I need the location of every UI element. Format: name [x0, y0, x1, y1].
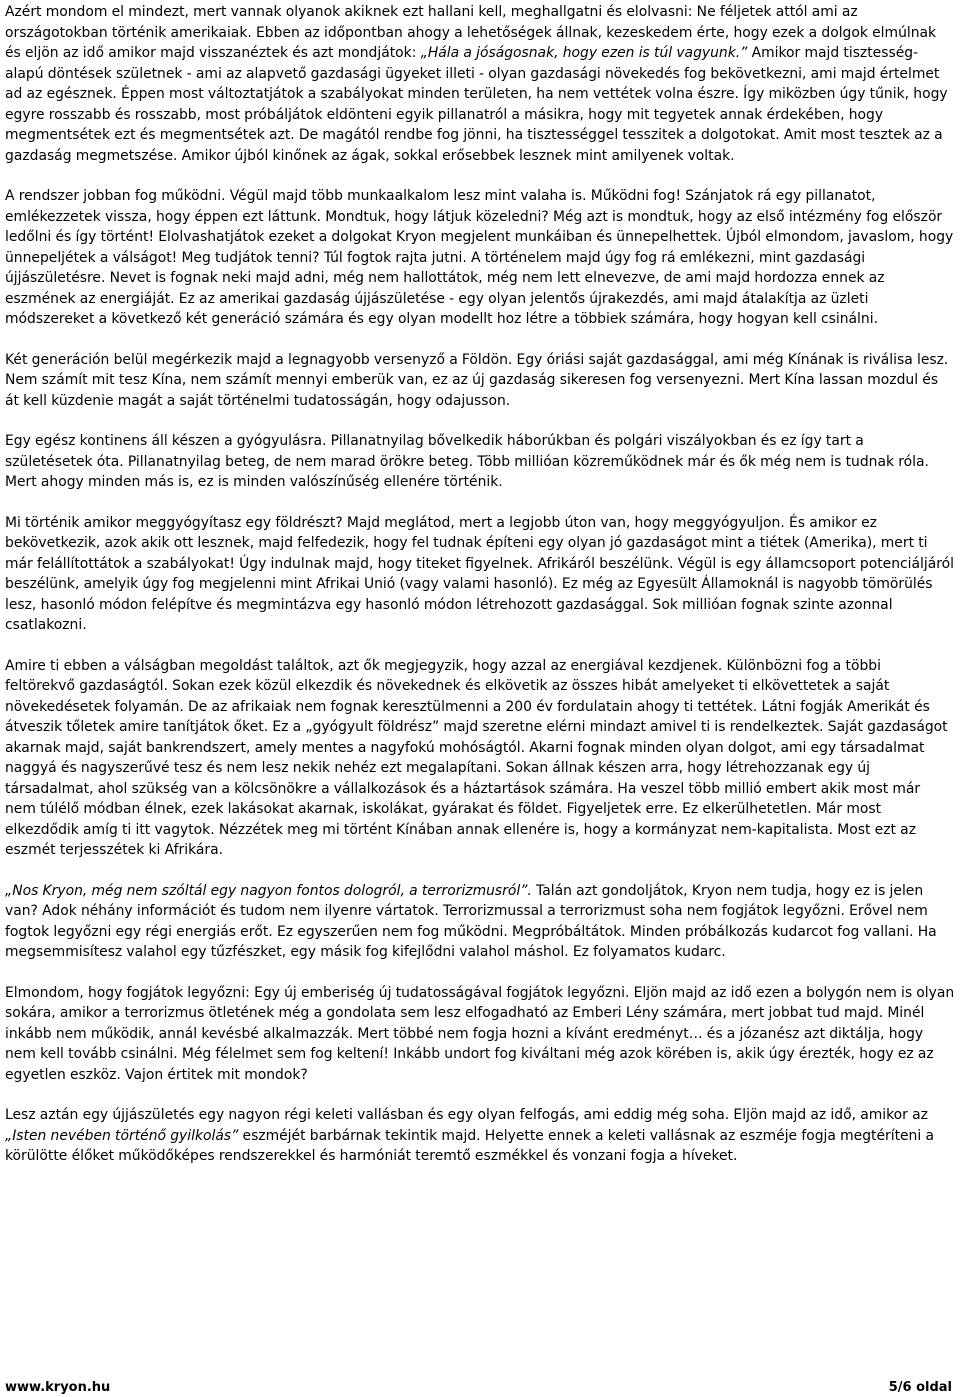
paragraph-text: A rendszer jobban fog működni. Végül majd több munkaalkalom lesz mint valaha is. Működni fog! Szánjatok rá egy pillanatot, emlékezzetek vissza, hogy éppen ezt láttunk. Mondtuk, hogy látjuk közeledni? Még azt is mondtuk, hogy az első intézmény fog először ledőlni és így történt! Elolvashatjátok ezeket a dolgokat Kryon megjelent munkáiban és ünnepelhettek. Újból elmondom, javaslom, hogy ünnepeljétek a válságot! Meg tudjátok tenni? Túl fogtok rajta jutni. A történelem majd úgy fog rá emlékezni, mint gazdasági újjászületésre. Nevet is fognak neki majd adni, még nem hallottátok, még nem lett elnevezve, de ami majd hordozza ennek az eszmének az energiáját. Ez az amerikai gazdaság újjászületése - egy olyan jelentős újrakezdés, ami majd átalakítja az üzleti módszereket a következő két generáció számára és egy olyan modellt hoz létre a többiek számára, hogy hogyan kell csinálni.: [5, 188, 954, 327]
paragraph: [5, 881, 955, 963]
page-footer: [5, 1378, 952, 1396]
paragraph-text: Egy egész kontinens áll készen a gyógyulásra. Pillanatnyilag bővelkedik háborúkban és polgári viszályokban és ez így tart a születésetek óta. Pillanatnyilag beteg, de nem marad örökre beteg. Több millióan közreműködnek már és ők még nem is tudnak róla. Mert ahogy minden más is, ez is minden valószínűség ellenére történik.: [5, 433, 929, 490]
paragraph: [5, 186, 955, 330]
emphasized-text: „Hála a jóságosnak, hogy ezen is túl vagyunk.”: [420, 45, 748, 61]
paragraph: [5, 983, 955, 1086]
paragraph: [5, 431, 955, 493]
paragraph-text: Azért mondom el mindezt, mert vannak olyanok akiknek ezt hallani kell, meghallgatni és elolvasni: Ne féljetek attól ami az országotokban történik amerikaiak. Ebben az időpontban ahogy a lehetőségek állnak, kezeskedem érte, hogy ezek a dolgok elmúlnak és eljön az idő amikor majd visszanéztek és azt mondjátok:: [5, 4, 937, 61]
paragraph-text: Mi történik amikor meggyógyítasz egy földrészt? Majd meglátod, mert a legjobb úton van, hogy meggyógyuljon. És amikor ez bekövetkezik, azok akik ott lesznek, majd felfedezik, hogy fel tudnak építeni egy olyan jó gazdaságot mint a tiétek (Amerika), mert ti már felállítottátok a szabályokat! Úgy indulnak majd, hogy titeket figyelnek. Afrikáról beszélünk. Végül is egy államcsoport potenciáljáról beszélünk, amelyik úgy fog megjelenni mint Afrikai Unió (vagy valami hasonló). Ez még az Egyesült Államoknál is nagyobb tömörülés lesz, hasonló módon felépítve és megmintázva egy hasonló módon létrehozott gazdasággal. Sok millióan fognak szinte azonnal csatlakozni.: [5, 514, 955, 633]
footer-site-link[interactable]: www.kryon.hu: [5, 1379, 111, 1395]
emphasized-text: „Nos Kryon, még nem szóltál egy nagyon fontos dologról, a terrorizmusról”.: [5, 882, 532, 899]
paragraph: [5, 1105, 955, 1167]
paragraph-text: Amire ti ebben a válságban megoldást találtok, azt ők megjegyzik, hogy azzal az energiával kezdjenek. Különbözni fog a többi feltörekvő gazdaságtól. Sokan ezek közül elkezdik és növekednek és elkövetik az összes hibát amelyeket ti elkövettetek a saját növekedésetek folyamán. De az afrikaiak nem fognak keresztülmenni a 200 év fordulatain ahogy ti tettétek. Látni fogják Amerikát és átveszik tőletek amire tanítjátok őket. Ez a „gyógyult földrész” majd szeretne elérni mindazt amivel ti is rendelkeztek. Saját gazdaságot akarnak majd, saját bankrendszert, amely mentes a nagyfokú mohóságtól. Akarni fognak minden olyan dolgot, ami egy társadalmat naggyá és nagyszerűvé tesz és nem lesz nekik nehéz ezt megalapítani. Sokan állnak készen arra, hogy létrehozzanak egy új társadalmat, ahol szükség van a kölcsönökre a vállalkozások és a háztartások számára. Ha veszel több millió embert akik most már nem túlélő módban élnek, ezek lakásokat akarnak, iskolákat, gyárakat és földet. Figyeljetek erre. Ez elkerülhetetlen. Már most elkezdődik amíg ti itt vagytok. Nézzétek meg mi történt Kínában annak ellenére is, hogy a kormányzat nem-kapitalista. Most ezt az eszmét terjesszétek ki Afrikára.: [5, 657, 948, 858]
paragraph-text: eszméjét barbárnak tekintik majd. Helyette ennek a keleti vallásnak az eszméje fogja megtéríteni a körülötte élőket működőképes rendszerekkel és harmóniát teremtő eszmékkel és vonzani fogja a híveket.: [5, 1127, 934, 1164]
page-number: 5/6 oldal: [888, 1379, 952, 1395]
paragraph: [5, 513, 955, 636]
paragraph-text: Lesz aztán egy újjászületés egy nagyon régi keleti vallásban és egy olyan felfogás, ami eddig még soha. Eljön majd az idő, amikor az: [5, 1107, 928, 1123]
paragraph-text: Elmondom, hogy fogjátok legyőzni: Egy új emberiség új tudatosságával fogjátok legyőzni. Eljön majd az idő ezen a bolygón nem is olyan sokára, amikor a terrorizmus ötletének még a gondolata sem lesz elfogadható az Emberi Lény számára, mert jobbat tud majd. Minél inkább nem működik, annál kevésbé alkalmazzák. Mert többé nem fogja hozni a kívánt eredményt… és a józanész azt diktálja, hogy nem kell tovább csinálni. Még félelmet sem fog keltení! Inkább undort fog kiváltani még azok körében is, akik úgy érezték, hogy ez az egyetlen eszköz. Vajon értitek mit mondok?: [5, 984, 955, 1083]
document-body: [5, 2, 955, 1167]
paragraph-text: Két generáción belül megérkezik majd a legnagyobb versenyző a Földön. Egy óriási saját gazdasággal, ami még Kínának is riválisa lesz. Nem számít mit tesz Kína, nem számít mennyi emberük van, ez az új gazdaság sikeresen fog versenyezni. Mert Kína lassan mozdul és át kell küzdenie magát a saját történelmi tudatosságán, hogy odajusson.: [5, 351, 949, 409]
paragraph: [5, 2, 955, 166]
paragraph: [5, 656, 955, 861]
paragraph-text: Talán azt gondoljátok, Kryon nem tudja, hogy ez is jelen van? Adok néhány információt és tudom nem ilyenre vártatok. Terrorizmussal a terrorizmust soha nem fogjátok legyőzni. Erővel nem fogtok legyőzni egy régi energiás erőt. Ez egyszerűen nem fog működni. Megpróbáltátok. Minden próbálkozás kudarcot fog vallani. Ha megsemmisítesz valahol egy tűzfészket, egy másik fog kifejlődni valahol máshol. Ez folyamatos kudarc.: [5, 882, 937, 960]
paragraph: [5, 350, 955, 412]
paragraph-text: Amikor majd tisztesség-alapú döntések születnek - ami az alapvető gazdasági ügyeket illeti - olyan gazdasági növekedés fog bekövetkezni, ami majd értelmet ad az egésznek. Éppen most változtatjátok a szabályokat minden területen, ha nem vettétek volna észre. Így miközben úgy tűnik, hogy egyre rosszabb és rosszabb, most próbáljátok eldönteni egyik pillanatról a másikra, hogy mit tegyetek annak érdekében, hogy megmentsétek ezt és megmentsétek azt. De magától rendbe fog jönni, ha tisztességgel tesszitek a dolgotokat. Amit most tesztek az a gazdaság megmetszése. Amikor újból kinőnek az ágak, sokkal erősebbek lesznek mint amilyenek voltak.: [5, 45, 948, 164]
emphasized-text: „Isten nevében történő gyilkolás”: [5, 1127, 239, 1144]
